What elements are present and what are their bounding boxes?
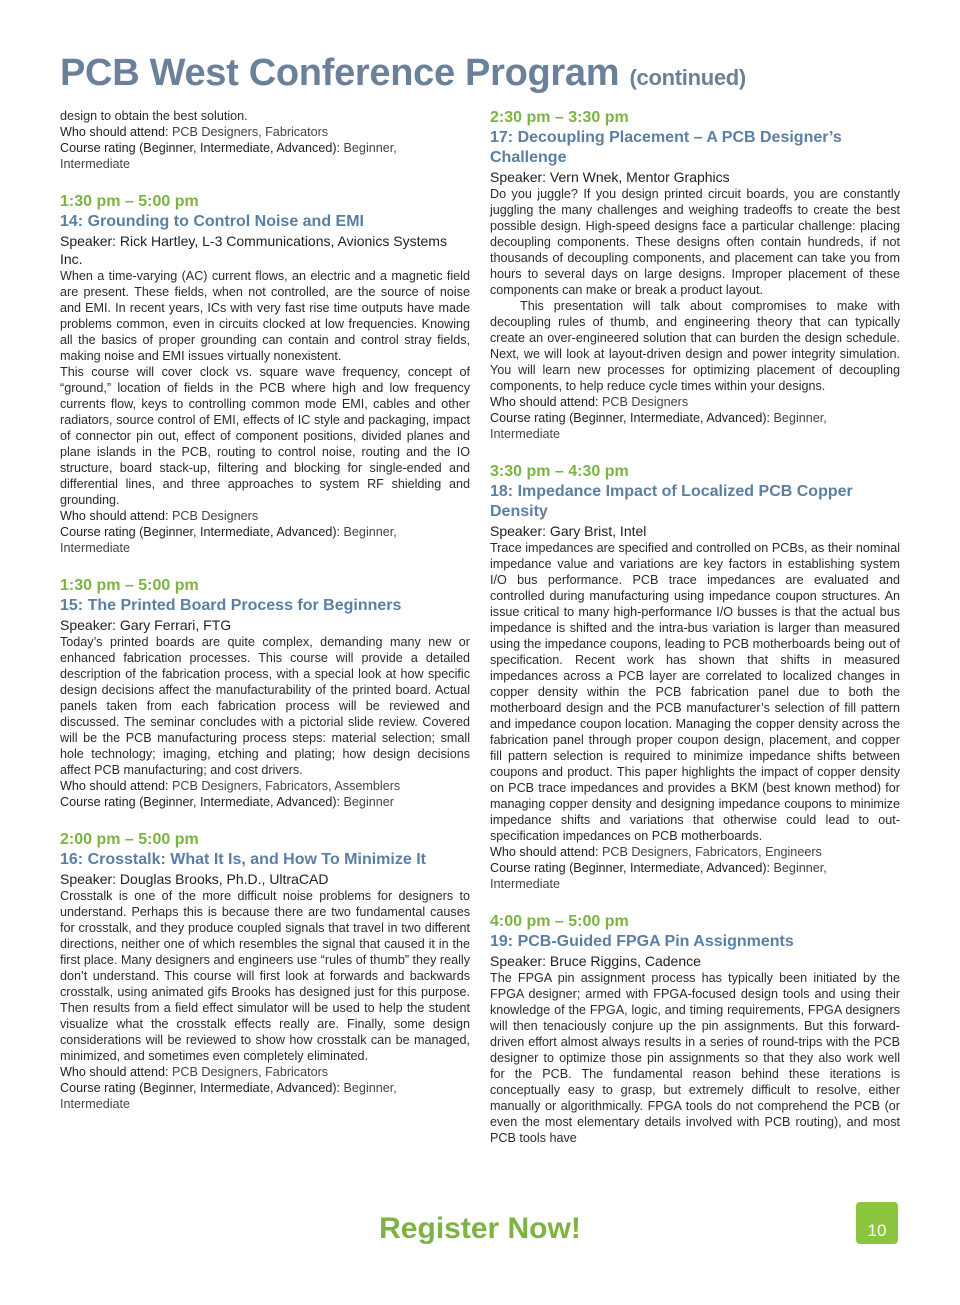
rating-value: Beginner, Intermediate <box>60 141 397 171</box>
session-speaker: Speaker: Gary Ferrari, FTG <box>60 617 232 633</box>
session-16 <box>60 830 470 1112</box>
rating-line <box>60 1080 470 1112</box>
session-speaker: Speaker: Vern Wnek, Mentor Graphics <box>490 169 730 185</box>
rating-value: Beginner, Intermediate <box>60 525 397 555</box>
rating-line <box>60 524 470 556</box>
session-speaker: Speaker: Rick Hartley, L-3 Communications, Avionics Systems Inc. <box>60 233 447 267</box>
session-description: Today’s printed boards are quite complex, demanding many new or enhanced fabrication processes. This course will provide a detailed description of the fabrication process, with a special look at how specific design decisions affect the manufacturability of the printed board. Actual panels taken from each fabrication process will be reviewed and discussed. The seminar concludes with a pictorial slide review. Covered will be the PCB manufacturing process steps: material selection; small hole technology; imaging, etching and plating; how design decisions affect PCB manufacturing; and cost drivers. <box>60 635 470 777</box>
attend-line <box>490 394 900 410</box>
session-description: Crosstalk is one of the more difficult noise problems for designers to understand. Perhaps this is because there are two fundamental causes for crosstalk, and they produce coupled signals that travel in two different directions, neither one of which resembles the signal that caused it in the first place. Many designers and engineers use “rules of thumb” they really don’t understand. This course will first look at forwards and backwards crosstalk, using animated gifs Brooks has designed just for this purpose. Then results from a field effect simulator will be used to help the student visualize what the crosstalk effects really are. Finally, some design considerations will be reviewed to show how crosstalk can be managed, minimized, and sometimes even completely eliminated. <box>60 889 470 1063</box>
rating-label: Course rating (Beginner, Intermediate, Advanced): <box>60 1081 341 1095</box>
session-title: 14: Grounding to Control Noise and EMI <box>60 213 364 230</box>
session-time: 4:00 pm – 5:00 pm <box>490 913 629 930</box>
attend-value: PCB Designers, Fabricators <box>172 125 329 139</box>
rating-line <box>60 794 470 810</box>
rating-value: Beginner <box>343 795 394 809</box>
rating-label: Course rating (Beginner, Intermediate, Advanced): <box>60 795 341 809</box>
attend-label: Who should attend: <box>60 779 169 793</box>
session-title: 16: Crosstalk: What It Is, and How To Minimize It <box>60 851 426 868</box>
rating-line <box>60 140 470 172</box>
session-15 <box>60 576 470 810</box>
session-title: 17: Decoupling Placement – A PCB Designer’s Challenge <box>490 129 842 166</box>
attend-value: PCB Designers, Fabricators <box>172 1065 329 1079</box>
register-now-link[interactable]: Register Now! <box>379 1212 581 1245</box>
page-title-continued: (continued) <box>629 65 746 90</box>
session-time: 1:30 pm – 5:00 pm <box>60 193 199 210</box>
session-17 <box>490 108 900 442</box>
attend-label: Who should attend: <box>60 509 169 523</box>
session-14 <box>60 192 470 556</box>
session-18 <box>490 462 900 892</box>
attend-line <box>490 844 900 860</box>
attend-label: Who should attend: <box>60 125 169 139</box>
rating-label: Course rating (Beginner, Intermediate, Advanced): <box>60 141 341 155</box>
session-19 <box>490 912 900 1146</box>
rating-value: Beginner, Intermediate <box>490 411 827 441</box>
rating-label: Course rating (Beginner, Intermediate, Advanced): <box>490 411 771 425</box>
page-title-main: PCB West Conference Program <box>60 52 620 94</box>
rating-label: Course rating (Beginner, Intermediate, Advanced): <box>490 861 771 875</box>
attend-line <box>60 508 470 524</box>
rating-line <box>490 860 900 892</box>
attend-value: PCB Designers <box>172 509 259 523</box>
attend-line <box>60 778 470 794</box>
session-description: Do you juggle? If you design printed circuit boards, you are constantly juggling the many challenges and weighing tradeoffs to create the best possible design. High-speed designs face a particular challenge: placing decoupling components. These designs often contain hundreds, if not thousands of decoupling components, and placement can take you from hours to several days on large designs. Improper placement of these components can make or break a product layout. <box>490 187 900 297</box>
session-time: 3:30 pm – 4:30 pm <box>490 463 629 480</box>
session-description: The FPGA pin assignment process has typically been initiated by the FPGA designer; armed with FPGA-focused design tools and using their knowledge of the FPGA, logic, and timing requirements, FPGA designers will then tenaciously conjure up the pin assignments. But this forward-driven effort almost always results in a series of round-trips with the PCB designer to optimize those pin assignments so that they also work well for the PCB. The fundamental reason behind these iterations is conceptually easy to grasp, but extremely difficult to resolve, either manually or algorithmically. FPGA tools do not comprehend the PCB (or even the most elementary details involved with PCB routing), and most PCB tools have <box>490 971 900 1145</box>
session-time: 2:00 pm – 5:00 pm <box>60 831 199 848</box>
rating-line <box>490 410 900 442</box>
rating-value: Beginner, Intermediate <box>490 861 827 891</box>
attend-label: Who should attend: <box>490 395 599 409</box>
attend-line <box>60 1064 470 1080</box>
session-speaker: Speaker: Gary Brist, Intel <box>490 523 647 539</box>
page-number-badge: 10 <box>856 1202 898 1244</box>
session-speaker: Speaker: Douglas Brooks, Ph.D., UltraCAD <box>60 871 329 887</box>
right-column <box>490 108 900 1166</box>
session-time: 1:30 pm – 5:00 pm <box>60 577 199 594</box>
attend-label: Who should attend: <box>60 1065 169 1079</box>
rating-label: Course rating (Beginner, Intermediate, Advanced): <box>60 525 341 539</box>
session-speaker: Speaker: Bruce Riggins, Cadence <box>490 953 701 969</box>
session-continued <box>60 108 470 172</box>
session-time: 2:30 pm – 3:30 pm <box>490 109 629 126</box>
session-description: This presentation will talk about compromises to make with decoupling rules of thumb, and engineering theory that can typically create an over-engineered solution that can burden the design schedule. Next, we will look at layout-driven design and power integrity simulation. You will learn new processes for optimizing placement of decoupling components, to help reduce cycle times within your designs. <box>490 299 900 393</box>
session-title: 19: PCB-Guided FPGA Pin Assignments <box>490 933 794 950</box>
attend-value: PCB Designers, Fabricators, Assemblers <box>172 779 401 793</box>
left-column <box>60 108 470 1132</box>
session-title: 18: Impedance Impact of Localized PCB Copper Density <box>490 483 853 520</box>
attend-line <box>60 124 470 140</box>
session-continued-text: design to obtain the best solution. <box>60 109 248 123</box>
page-title <box>60 52 746 95</box>
session-description: Trace impedances are specified and controlled on PCBs, as their nominal impedance value and variations are key factors in establishing system I/O bus performance. PCB trace impedances are evaluated and controlled during manufacturing using impedance coupon structures. An issue critical to many high-performance I/O busses is that the actual bus impedance is shifted and the intra-bus variation is larger than measured using the impedance coupons, leading to PCB motherboards being out of specification. Recent work has shown that shifts in measured impedances across a PCB layer are correlated to localized changes in copper density within the PCB fabrication panel due to both the motherboard design and the PCB manufacturer’s selection of fill pattern and impedance coupon location. Managing the copper density across the fabrication panel through proper coupon design, placement, and copper fill pattern selection is required to minimize impedance shifts between coupons and product. This paper highlights the impact of copper density on PCB trace impedances and provides a BKM (best known method) for managing copper density and designing impedance coupons to minimize impedance shifts and variations that otherwise could lead to out-specification impedances on PCB motherboards. <box>490 541 900 843</box>
session-description: This course will cover clock vs. square wave frequency, concept of “ground,” location of fields in the PCB where high and low frequency currents flow, keys to controlling common mode EMI, cables and other radiators, source control of EMI, effects of IC style and packaging, impact of connector pin out, effect of component positions, divided planes and plane islands in the PCB, routing to control noise, routing and the IO structure, board stack-up, filtering and blocking for single-ended and differential lines, and three approaches to system RF shielding and grounding. <box>60 365 470 507</box>
attend-label: Who should attend: <box>490 845 599 859</box>
session-description: When a time-varying (AC) current flows, an electric and a magnetic field are present. These fields, when not controlled, are the source of noise and EMI. In recent years, ICs with very fast rise time outputs have made problems common, even in circuits clocked at low frequencies. Knowing all the basics of proper grounding can contain and control stray fields, making noise and EMI issues virtually nonexistent. <box>60 269 470 363</box>
rating-value: Beginner, Intermediate <box>60 1081 397 1111</box>
session-title: 15: The Printed Board Process for Beginners <box>60 597 402 614</box>
attend-value: PCB Designers <box>602 395 689 409</box>
attend-value: PCB Designers, Fabricators, Engineers <box>602 845 822 859</box>
